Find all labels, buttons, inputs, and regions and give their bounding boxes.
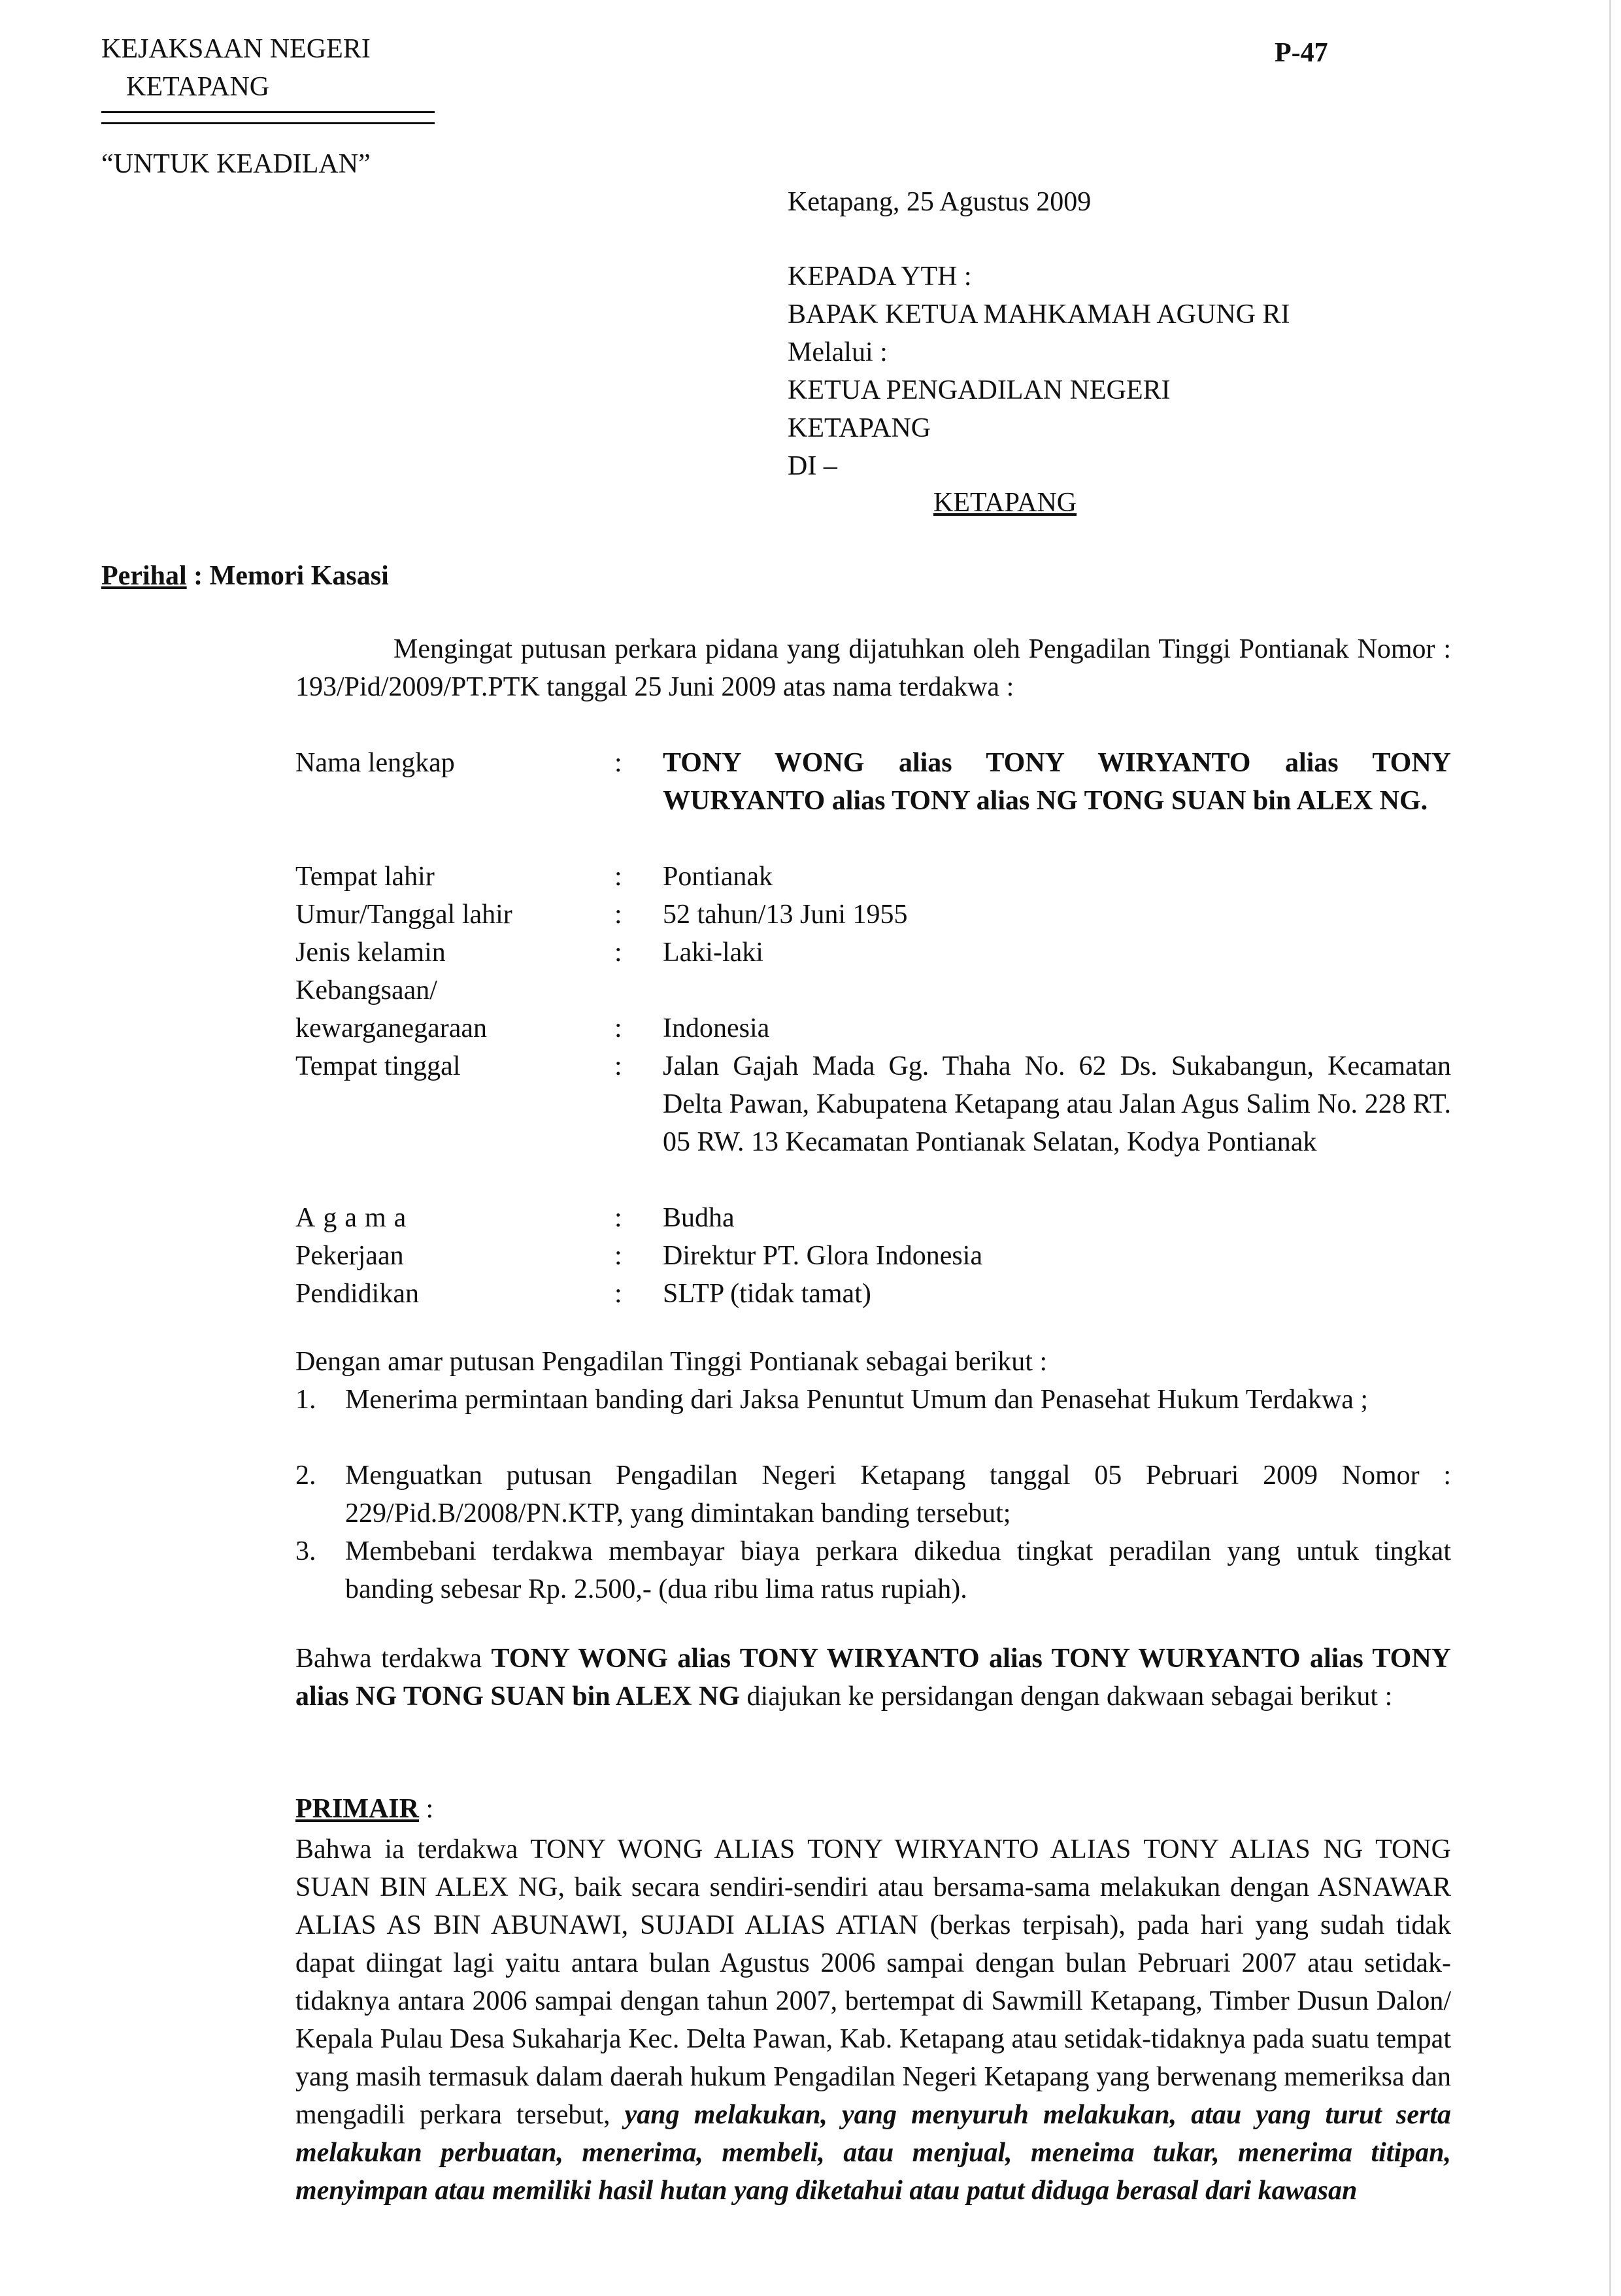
value-nationality: Indonesia <box>663 1013 770 1043</box>
addressee-line: BAPAK KETUA MAHKAMAH AGUNG RI <box>788 299 1290 329</box>
primair-heading-colon: : <box>418 1794 434 1824</box>
paragraph-lead: Bahwa terdakwa <box>295 1644 492 1674</box>
subject-value: : Memori Kasasi <box>186 561 389 591</box>
value-religion: Budha <box>663 1203 735 1233</box>
label-religion: Agama <box>295 1203 414 1233</box>
label-nationality <box>295 971 583 1047</box>
label-nationality-line1: Kebangsaan/ <box>295 975 437 1005</box>
subject-label: Perihal <box>101 561 187 591</box>
addressee-block <box>788 258 1290 485</box>
colon: : <box>614 1241 622 1271</box>
addressee-line: KEPADA YTH : <box>788 262 972 292</box>
addressee-city: KETAPANG <box>933 488 1077 518</box>
value-occupation: Direktur PT. Glora Indonesia <box>663 1241 983 1271</box>
label-birthplace: Tempat lahir <box>295 862 435 892</box>
label-nationality-line2: kewarganegaraan <box>295 1013 488 1043</box>
defendant-name: TONY WONG alias TONY WIRYANTO alias TONY WURYANTO alias TONY alias NG TONG SUAN bin ALEX NG <box>295 1644 1451 1712</box>
colon: : <box>614 1051 622 1081</box>
label-full-name: Nama lengkap <box>295 748 455 778</box>
office-city: KETAPANG <box>126 72 270 102</box>
colon: : <box>614 748 622 778</box>
intro-paragraph: Mengingat putusan perkara pidana yang dijatuhkan oleh Pengadilan Tinggi Pontianak Nomor : 193/Pid/2009/PT.PTK tanggal 25 Juni 2009 atas nama terdakwa : <box>295 634 1451 702</box>
colon: : <box>614 1013 622 1043</box>
value-sex: Laki-laki <box>663 937 763 968</box>
defendant-paragraph <box>295 1640 1451 1715</box>
value-residence: Jalan Gajah Mada Gg. Thaha No. 62 Ds. Sukabangun, Kecamatan Delta Pawan, Kabupatena Ketapang atau Jalan Agus Salim No. 228 RT. 05 RW. 13 Kecamatan Pontianak Selatan, Kodya Pontianak <box>663 1051 1451 1157</box>
list-number: 3. <box>295 1536 316 1566</box>
document-code: P-47 <box>1275 38 1328 68</box>
list-item: Menerima permintaan banding dari Jaksa Penuntut Umum dan Penasehat Hukum Terdakwa ; <box>345 1385 1369 1415</box>
list-item: Menguatkan putusan Pengadilan Negeri Ketapang tanggal 05 Pebruari 2009 Nomor : 229/Pid.B/2008/PN.KTP, yang dimintakan banding tersebut; <box>345 1460 1451 1528</box>
verdict-intro: Dengan amar putusan Pengadilan Tinggi Pontianak sebagai berikut : <box>295 1347 1048 1377</box>
colon: : <box>614 862 622 892</box>
addressee-line: KETUA PENGADILAN NEGERI <box>788 375 1171 405</box>
issuing-office <box>101 30 371 106</box>
list-number: 1. <box>295 1385 316 1415</box>
header-double-rule <box>101 111 435 124</box>
office-name: KEJAKSAAN NEGERI <box>101 34 371 64</box>
value-full-name: TONY WONG alias TONY WIRYANTO alias TONY WURYANTO alias TONY alias NG TONG SUAN bin ALEX NG. <box>663 748 1451 816</box>
subject-line <box>101 557 389 595</box>
list-number: 2. <box>295 1460 316 1491</box>
place-date: Ketapang, 25 Agustus 2009 <box>788 187 1092 217</box>
addressee-line: KETAPANG <box>788 413 931 443</box>
label-education: Pendidikan <box>295 1279 419 1309</box>
list-item: Membebani terdakwa membayar biaya perkara dikedua tingkat peradilan yang untuk tingkat banding sebesar Rp. 2.500,- (dua ribu lima ratus rupiah). <box>345 1536 1451 1604</box>
primair-heading <box>295 1790 433 1828</box>
label-occupation: Pekerjaan <box>295 1241 404 1271</box>
label-age: Umur/Tanggal lahir <box>295 900 512 930</box>
label-residence: Tempat tinggal <box>295 1051 461 1081</box>
colon: : <box>614 1279 622 1309</box>
label-sex: Jenis kelamin <box>295 937 446 968</box>
addressee-line: DI – <box>788 451 837 481</box>
value-education: SLTP (tidak tamat) <box>663 1279 871 1309</box>
primair-heading-text: PRIMAIR <box>295 1794 419 1824</box>
value-birthplace: Pontianak <box>663 862 773 892</box>
addressee-line: Melalui : <box>788 337 888 367</box>
value-age: 52 tahun/13 Juni 1955 <box>663 900 908 930</box>
primair-body-emphasis: yang melakukan, yang menyuruh melakukan, atau yang turut serta melakukan perbuatan, menerima, membeli, atau menjual, meneima tukar, menerima titipan, menyimpan atau memiliki hasil hutan yang diketahui atau patut diduga berasal dari kawasan <box>295 2100 1451 2206</box>
paragraph-tail: diajukan ke persidangan dengan dakwaan sebagai berikut : <box>739 1681 1393 1712</box>
scan-edge <box>1609 0 1611 2296</box>
colon: : <box>614 900 622 930</box>
motto: “UNTUK KEADILAN” <box>101 149 371 179</box>
colon: : <box>614 1203 622 1233</box>
primair-paragraph <box>295 1831 1451 2210</box>
colon: : <box>614 937 622 968</box>
primair-body: Bahwa ia terdakwa TONY WONG ALIAS TONY WIRYANTO ALIAS TONY ALIAS NG TONG SUAN BIN ALEX NG, baik secara sendiri-sendiri atau bersama-sama melakukan dengan ASNAWAR ALIAS AS BIN ABUNAWI, SUJADI ALIAS ATIAN (berkas terpisah), pada hari yang sudah tidak dapat diingat lagi yaitu antara bulan Agustus 2006 sampai dengan bulan Pebruari 2007 atau setidak-tidaknya antara 2006 sampai dengan tahun 2007, bertempat di Sawmill Ketapang, Timber Dusun Dalon/ Kepala Pulau Desa Sukaharja Kec. Delta Pawan, Kab. Ketapang atau setidak-tidaknya pada suatu tempat yang masih termasuk dalam daerah hukum Pengadilan Negeri Ketapang yang berwenang memeriksa dan mengadili perkara tersebut, <box>295 1834 1451 2130</box>
